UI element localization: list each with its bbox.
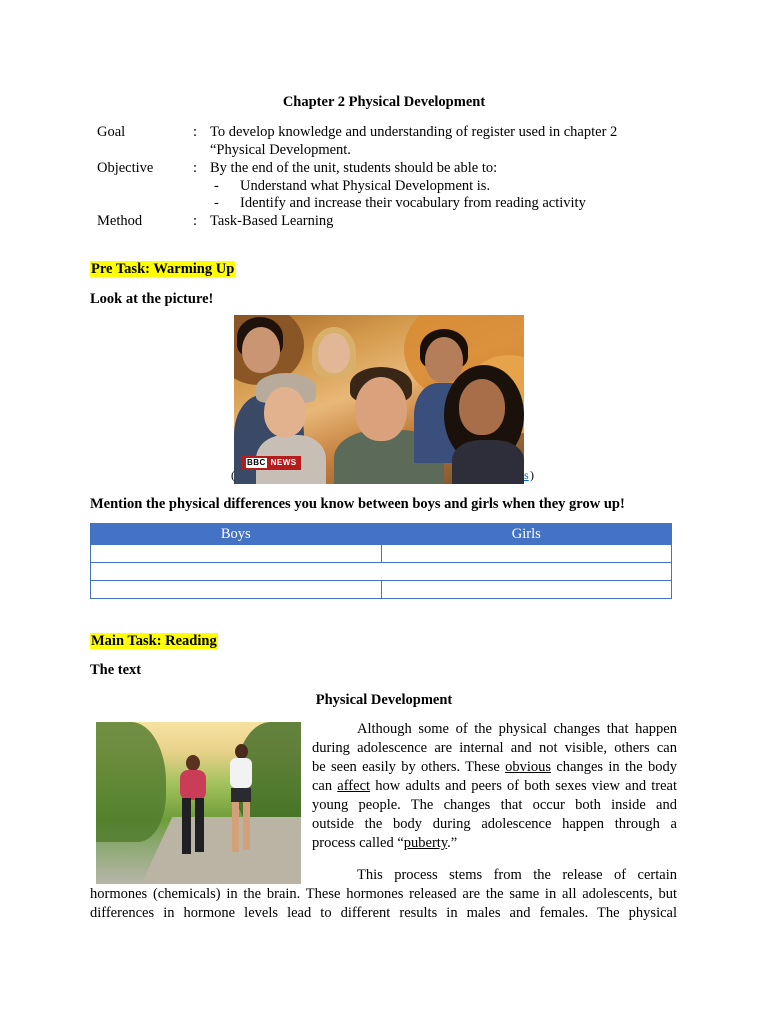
table-row xyxy=(91,581,672,599)
method-value: Task-Based Learning xyxy=(210,213,334,229)
para2-line: This process stems from the release of certain xyxy=(357,867,677,883)
girls-answer-cell[interactable] xyxy=(381,545,672,563)
reading-paragraph-1 xyxy=(312,720,677,853)
vocab-affect: affect xyxy=(337,778,371,794)
bbc-badge-left: BBC xyxy=(247,458,266,467)
para1-line xyxy=(312,758,677,777)
objective-item-text: Identify and increase their vocabulary from reading activity xyxy=(240,195,586,211)
girls-column-header: Girls xyxy=(381,524,672,545)
para1-line: Although some of the physical changes that happen xyxy=(357,721,677,737)
objective-item-text: Understand what Physical Development is. xyxy=(240,178,491,194)
method-colon: : xyxy=(193,213,198,229)
para1-line xyxy=(312,834,677,853)
merged-answer-cell[interactable] xyxy=(91,563,672,581)
para1-line: young people. The changes that occur both inside and xyxy=(312,797,677,813)
text-title: Physical Development xyxy=(315,692,453,708)
goal-value-line-1: To develop knowledge and understanding of register used in chapter 2 xyxy=(210,124,618,140)
caption-close-paren: ) xyxy=(530,468,534,482)
table-row xyxy=(91,563,672,581)
pre-task-instruction: Look at the picture! xyxy=(90,291,214,307)
objective-colon: : xyxy=(193,160,198,176)
goal-value-line-2: “Physical Development. xyxy=(210,142,351,158)
objective-item-dash: - xyxy=(214,195,219,211)
para2-line: hormones (chemicals) in the brain. These hormones released are the same in all adolescents, but xyxy=(90,886,677,902)
para1-text: process called “ xyxy=(312,835,404,851)
main-task-heading-text: Main Task: Reading xyxy=(91,633,217,649)
table-row xyxy=(91,545,672,563)
vocab-obvious: obvious xyxy=(505,759,552,775)
objective-label: Objective xyxy=(97,160,154,176)
teenagers-selfie-photo xyxy=(234,315,524,484)
pre-task-heading xyxy=(90,260,235,279)
boys-column-header: Boys xyxy=(91,524,382,545)
bbc-news-badge xyxy=(242,456,301,470)
caption-source-link[interactable]: s xyxy=(524,468,529,482)
para1-line xyxy=(312,777,677,796)
table-header-row xyxy=(91,524,672,545)
boys-answer-cell[interactable] xyxy=(91,545,382,563)
main-task-heading xyxy=(90,632,218,651)
para1-text: .” xyxy=(447,835,458,851)
vocab-puberty: puberty xyxy=(403,835,448,851)
para1-text: changes in the body xyxy=(551,759,677,775)
goal-label: Goal xyxy=(97,124,126,140)
method-label: Method xyxy=(97,213,143,229)
bbc-badge-right: NEWS xyxy=(270,458,297,467)
pre-task-heading-text: Pre Task: Warming Up xyxy=(91,261,235,277)
para2-line: differences in hormone levels lead to different results in males and females. The physical xyxy=(90,905,677,921)
para1-text: how adults and peers of both sexes view and treat xyxy=(370,778,678,794)
boys-answer-cell[interactable] xyxy=(91,581,382,599)
objective-value: By the end of the unit, students should be able to: xyxy=(210,160,498,176)
para1-text: be seen easily by others. These xyxy=(312,759,506,775)
para1-text: can xyxy=(312,778,338,794)
goal-colon: : xyxy=(193,124,198,140)
girls-answer-cell[interactable] xyxy=(381,581,672,599)
boys-girls-table xyxy=(90,523,672,599)
para1-line: outside the body during adolescence happen through a xyxy=(312,816,677,832)
main-task-subheading: The text xyxy=(90,662,142,678)
para1-line: during adolescence are internal and not visible, others can xyxy=(312,740,677,756)
objective-item-dash: - xyxy=(214,178,219,194)
pre-task-question: Mention the physical differences you know between boys and girls when they grow up! xyxy=(90,496,625,512)
page-title: Chapter 2 Physical Development xyxy=(282,94,486,110)
jogging-women-photo xyxy=(96,722,301,884)
caption-open-paren: ( xyxy=(231,468,235,482)
